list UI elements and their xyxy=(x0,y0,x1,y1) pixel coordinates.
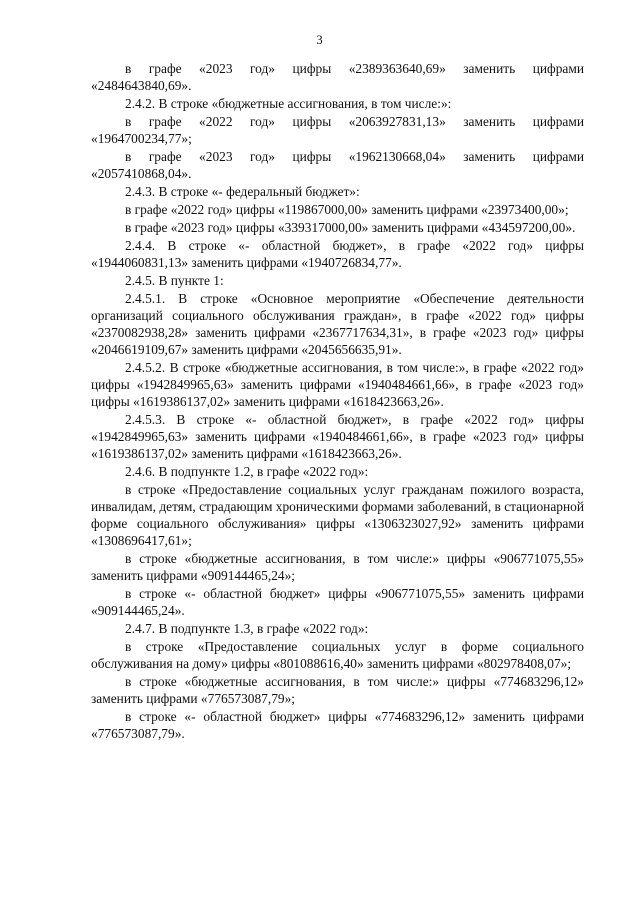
paragraph: в графе «2022 год» цифры «2063927831,13» заменить цифрами «1964700234,77»; xyxy=(91,114,584,146)
paragraph: в графе «2023 год» цифры «1962130668,04» заменить цифрами «2057410868,04». xyxy=(91,149,584,181)
paragraph: в строке «- областной бюджет» цифры «774683296,12» заменить цифрами «776573087,79». xyxy=(91,709,584,741)
paragraph: 2.4.5.3. В строке «- областной бюджет», в графе «2022 год» цифры «1942849965,63» заменить цифрами «1940484661,66», в графе «2023 год» цифры «1619386137,02» заменить цифрами «1618423663,26». xyxy=(91,412,584,461)
page-number: 3 xyxy=(316,33,323,47)
paragraph: в строке «Предоставление социальных услуг в форме социального обслуживания на дому» цифры «801088616,40» заменить цифрами «802978408,07»; xyxy=(91,639,584,671)
paragraph: в строке «бюджетные ассигнования, в том числе:» цифры «906771075,55» заменить цифрами «909144465,24»; xyxy=(91,551,584,583)
paragraph: 2.4.3. В строке «- федеральный бюджет»: xyxy=(125,184,360,199)
paragraph: 2.4.7. В подпункте 1.3, в графе «2022 год»: xyxy=(125,621,369,636)
paragraph: 2.4.4. В строке «- областной бюджет», в графе «2022 год» цифры «1944060831,13» заменить цифрами «1940726834,77». xyxy=(91,238,584,270)
paragraph: в графе «2022 год» цифры «119867000,00» заменить цифрами «23973400,00»; xyxy=(125,202,569,217)
paragraph: в строке «бюджетные ассигнования, в том числе:» цифры «774683296,12» заменить цифрами «776573087,79»; xyxy=(91,674,584,706)
paragraph: 2.4.5. В пункте 1: xyxy=(125,273,224,288)
paragraph: в графе «2023 год» цифры «2389363640,69» заменить цифрами «2484643840,69». xyxy=(91,61,584,93)
paragraph: в графе «2023 год» цифры «339317000,00» заменить цифрами «434597200,00». xyxy=(125,220,576,235)
paragraph: 2.4.5.1. В строке «Основное мероприятие «Обеспечение деятельности организаций социального обслуживания граждан», в графе «2022 год» цифры «2370082938,28» заменить цифрами «2367717634,31», в графе «2023 год» цифры «2046619109,67» заменить цифрами «2045656635,91». xyxy=(91,291,584,357)
paragraph: в строке «- областной бюджет» цифры «906771075,55» заменить цифрами «909144465,24». xyxy=(91,586,584,618)
paragraph: в строке «Предоставление социальных услуг гражданам пожилого возраста, инвалидам, детям, страдающим хроническими формами заболеваний, в стационарной форме социального обслуживания» цифры «1306323027,92» заменить цифрами «1308696417,61»; xyxy=(91,482,584,548)
document-body xyxy=(91,60,584,743)
paragraph: 2.4.5.2. В строке «бюджетные ассигнования, в том числе:», в графе «2022 год» цифры «1942849965,63» заменить цифрами «1940484661,66», в графе «2023 год» цифры «1619386137,02» заменить цифрами «1618423663,26». xyxy=(91,360,584,409)
paragraph: 2.4.2. В строке «бюджетные ассигнования, в том числе:»: xyxy=(125,96,452,111)
paragraph: 2.4.6. В подпункте 1.2, в графе «2022 год»: xyxy=(125,464,369,479)
